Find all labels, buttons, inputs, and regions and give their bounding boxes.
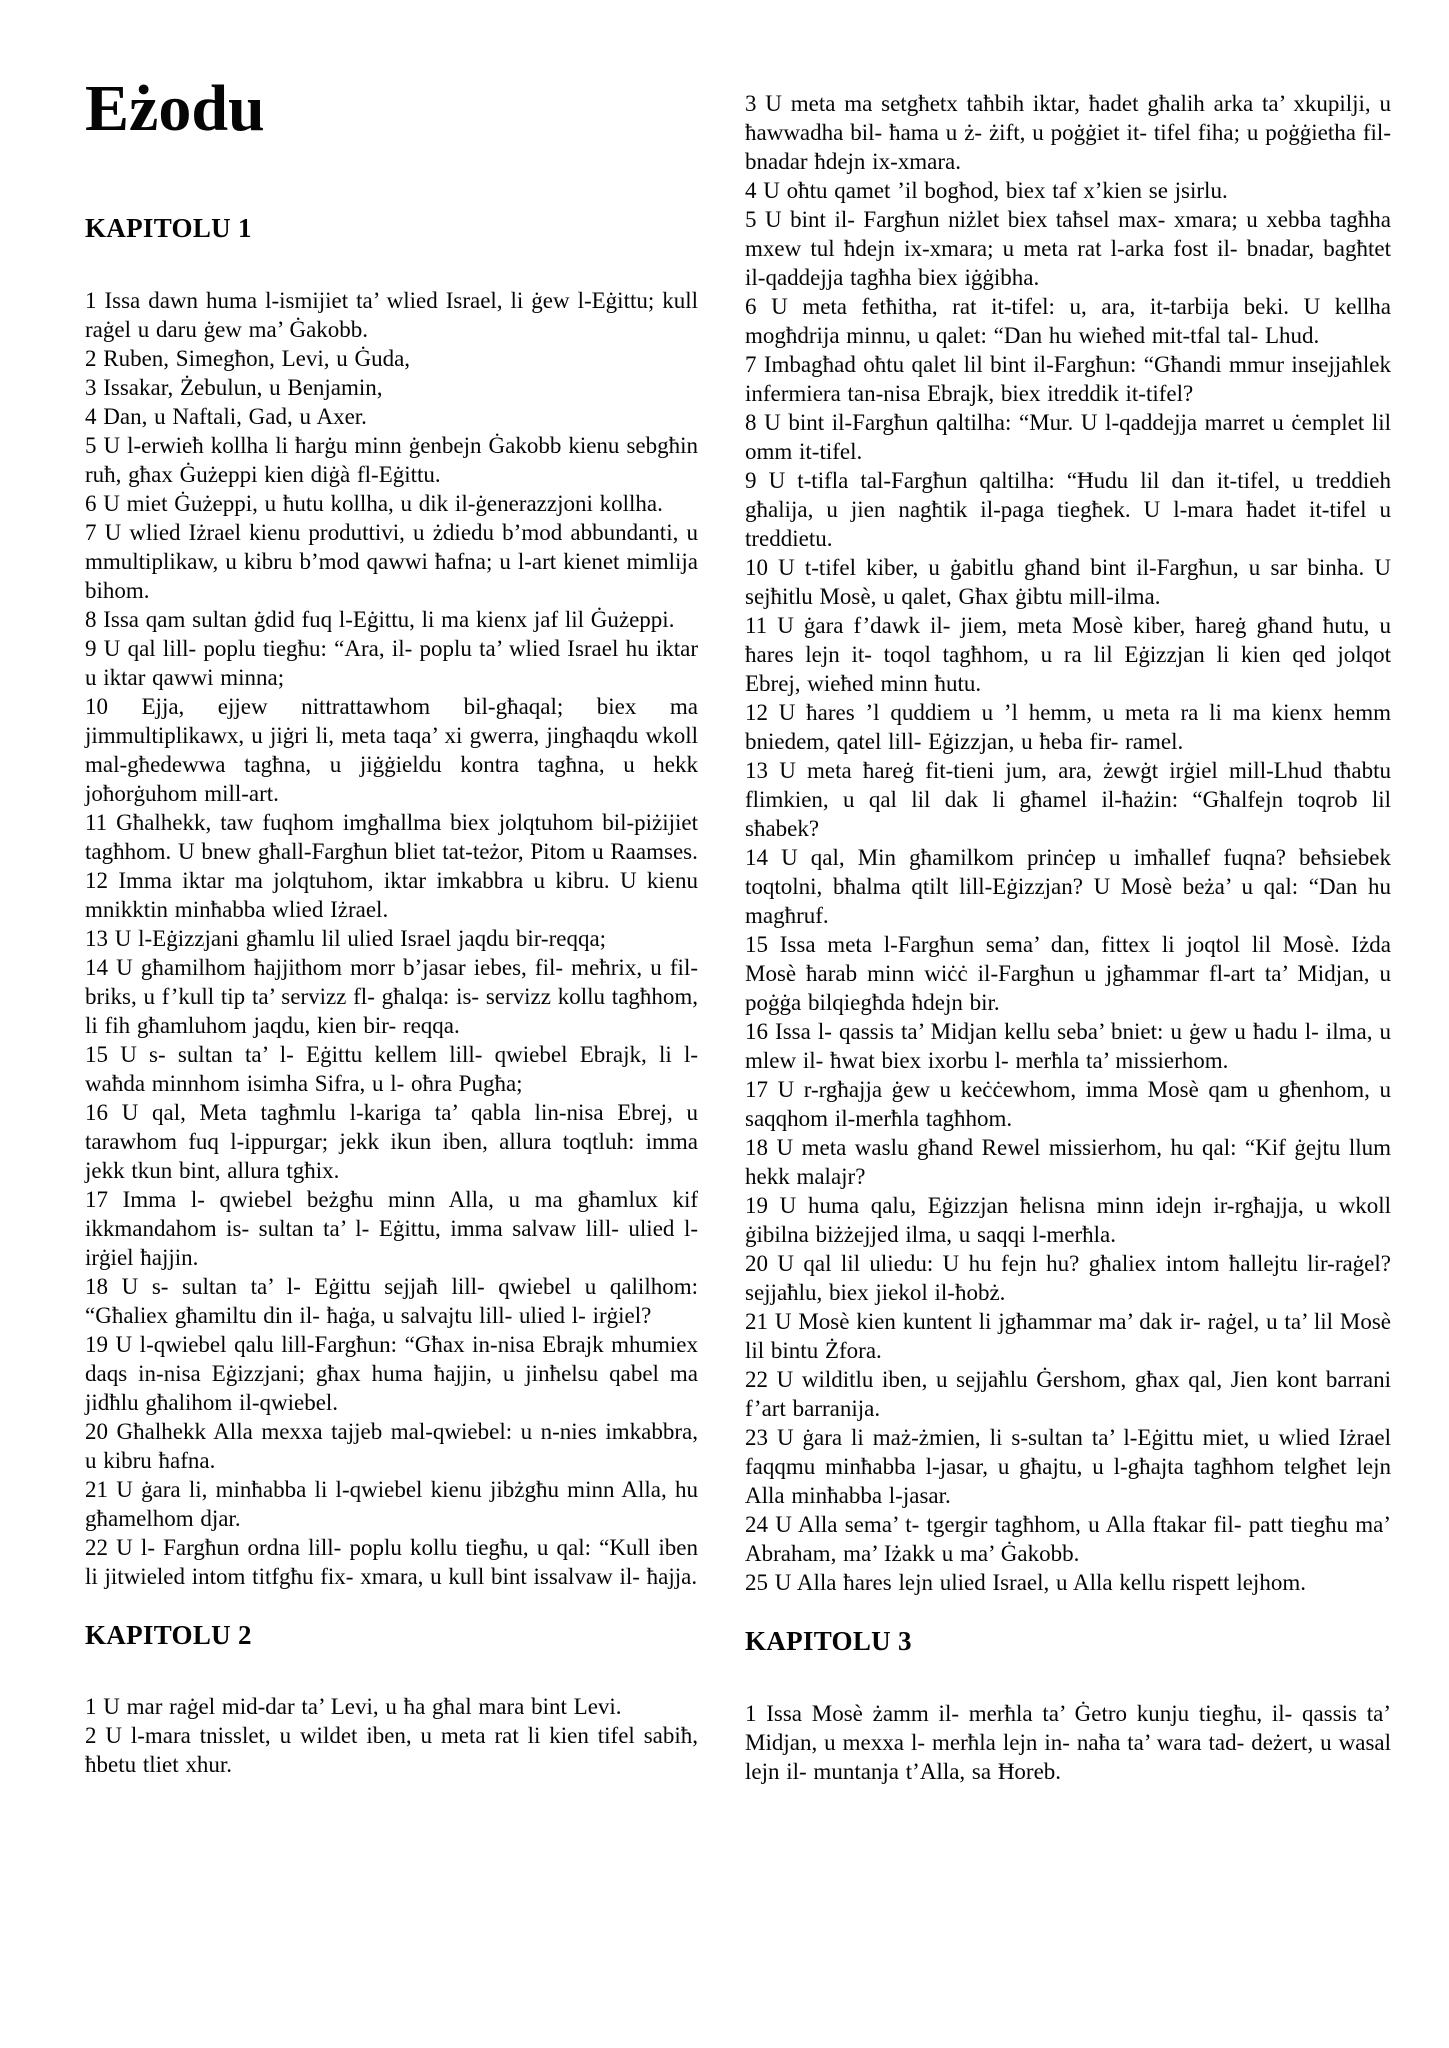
verse: 1 U mar raġel mid-dar ta’ Levi, u ħa għal mara bint Levi. bbox=[85, 1694, 622, 1720]
column-left-flow bbox=[85, 214, 698, 1779]
verse: 20 Għalhekk Alla mexxa tajjeb mal-qwiebel: u n-nies imkabbra, u kibru ħafna. bbox=[85, 1418, 698, 1473]
verse: 13 U l-Eġizzjani għamlu lil ulied Israel jaqdu bir-reqqa; bbox=[85, 925, 607, 951]
verse: 8 U bint il-Fargħun qaltilha: “Mur. U l-qaddejja marret u ċemplet lil omm it-tifel. bbox=[745, 410, 1391, 464]
verse: 2 Ruben, Simegħon, Levi, u Ġuda, bbox=[85, 345, 411, 371]
verse: 11 U ġara f’dawk il- jiem, meta Mosè kiber, ħareġ għand ħutu, u ħares lejn it- toqol tagħhom, u ra lil Eġizzjan li kien qed jolqot Ebrej, wieħed minn ħutu. bbox=[745, 613, 1391, 696]
verse: 4 U oħtu qamet ’il bogħod, biex taf x’kien se jsirlu. bbox=[745, 178, 1228, 203]
verse: 6 U miet Ġużeppi, u ħutu kollha, u dik il-ġenerazzjoni kollha. bbox=[85, 490, 663, 516]
verse: 21 U ġara li, minħabba li l-qwiebel kienu jibżgħu minn Alla, hu għamelhom djar. bbox=[85, 1476, 698, 1531]
verse: 20 U qal lil uliedu: U hu fejn hu? għaliex intom ħallejtu lir-raġel? sejjaħlu, biex jiekol il-ħobż. bbox=[745, 1251, 1391, 1305]
verse: 19 U l-qwiebel qalu lill-Fargħun: “Għax in-nisa Ebrajk mhumiex daqs in-nisa Eġizzjani; għax huma ħajjin, u jinħelsu qabel ma jidħlu għalihom il-qwiebel. bbox=[85, 1331, 698, 1415]
verse: 22 U wilditlu iben, u sejjaħlu Ġershom, għax qal, Jien kont barrani f’art barranija. bbox=[745, 1367, 1391, 1421]
verse: 16 Issa l- qassis ta’ Midjan kellu seba’ bniet: u ġew u ħadu l- ilma, u mlew il- ħwat biex ixorbu l- merħla ta’ missierhom. bbox=[745, 1019, 1391, 1073]
verse: 13 U meta ħareġ fit-tieni jum, ara, żewġt irġiel mill-Lhud tħabtu flimkien, u qal lil dak li għamel il-ħażin: “Għalfejn toqrob lil sħabek? bbox=[745, 758, 1391, 841]
chapter-heading: KAPITOLU 2 bbox=[85, 1619, 252, 1650]
column-right bbox=[745, 76, 1391, 2048]
verse: 14 U qal, Min għamilkom prinċep u imħallef fuqna? beħsiebek toqtolni, bħalma qtilt lill-Eġizzjan? U Mosè beża’ u qal: “Dan hu magħruf. bbox=[745, 845, 1391, 928]
chapter-heading: KAPITOLU 1 bbox=[85, 213, 252, 243]
verse: 8 Issa qam sultan ġdid fuq l-Eġittu, li ma kienx jaf lil Ġużeppi. bbox=[85, 606, 675, 632]
verse: 2 U l-mara tnisslet, u wildet iben, u meta rat li kien tifel sabiħ, ħbetu tliet xhur. bbox=[85, 1723, 698, 1778]
verse: 18 U s- sultan ta’ l- Eġittu sejjaħ lill- qwiebel u qalilhom: “Għaliex għamiltu din il- ħaġa, u salvajtu lill- ulied l- irġiel? bbox=[85, 1273, 698, 1328]
verse: 7 Imbagħad oħtu qalet lil bint il-Fargħun: “Għandi mmur insejjaħlek infermiera tan-nisa Ebrajk, biex itreddik it-tifel? bbox=[745, 352, 1391, 406]
verse: 11 Għalhekk, taw fuqhom imgħallma biex jolqtuhom bil-piżijiet tagħhom. U bnew għall-Fargħun bliet tat-teżor, Pitom u Raamses. bbox=[85, 809, 698, 864]
verse: 14 U għamilhom ħajjithom morr b’jasar iebes, fil- meħrix, u fil- briks, u f’kull tip ta’ servizz fl- għalqa: is- servizz kollu tagħhom, li fih għamluhom jaqdu, kien bir- reqqa. bbox=[85, 954, 698, 1038]
verse: 17 U r-rgħajja ġew u keċċewhom, imma Mosè qam u għenhom, u saqqhom il-merħla tagħhom. bbox=[745, 1077, 1391, 1131]
verse: 22 U l- Fargħun ordna lill- poplu kollu tiegħu, u qal: “Kull iben li jitwieled intom titfgħu fix- xmara, u kull bint issalvaw il- ħajja. bbox=[85, 1534, 698, 1589]
verse: 7 U wlied Iżrael kienu produttivi, u żdiedu b’mod abbundanti, u mmultiplikaw, u kibru b’mod qawwi ħafna; u l-art kienet mimlija bihom. bbox=[85, 519, 698, 603]
verse: 12 Imma iktar ma jolqtuhom, iktar imkabbra u kibru. U kienu mnikktin minħabba wlied Iżrael. bbox=[85, 867, 698, 922]
verse: 19 U huma qalu, Eġizzjan ħelisna minn idejn ir-rgħajja, u wkoll ġibilna biżżejjed ilma, u saqqi l-merħla. bbox=[745, 1193, 1391, 1247]
verse: 4 Dan, u Naftali, Gad, u Axer. bbox=[85, 403, 367, 429]
verse: 15 Issa meta l-Fargħun sema’ dan, fittex li joqtol lil Mosè. Iżda Mosè ħarab minn wiċċ il-Fargħun u jgħammar fl-art ta’ Midjan, u poġġa bilqiegħda ħdejn bir. bbox=[745, 932, 1391, 1015]
verse: 5 U l-erwieħ kollha li ħarġu minn ġenbejn Ġakobb kienu sebgħin ruħ, għax Ġużeppi kien diġà fl-Eġittu. bbox=[85, 432, 698, 487]
verse: 10 U t-tifel kiber, u ġabitlu għand bint il-Fargħun, u sar binha. U sejħitlu Mosè, u qalet, Għax ġibtu mill-ilma. bbox=[745, 555, 1391, 609]
chapter-heading: KAPITOLU 3 bbox=[745, 1626, 912, 1656]
verse: 24 U Alla sema’ t- tgergir tagħhom, u Alla ftakar fil- patt tiegħu ma’ Abraham, ma’ Iżakk u ma’ Ġakobb. bbox=[745, 1512, 1391, 1566]
column-left bbox=[85, 72, 698, 2048]
verse: 10 Ejja, ejjew nittrattawhom bil-għaqal; biex ma jimmultiplikawx, u jiġri li, meta taqa’ xi gwerra, jingħaqdu wkoll mal-għedewwa tagħna, u jiġġieldu kontra tagħna, u hekk joħorġuhom mill-art. bbox=[85, 693, 698, 806]
verse: 3 Issakar, Żebulun, u Benjamin, bbox=[85, 374, 383, 400]
verse: 1 Issa dawn huma l-ismijiet ta’ wlied Israel, li ġew l-Eġittu; kull raġel u daru ġew ma’ Ġakobb. bbox=[85, 287, 698, 342]
verse: 16 U qal, Meta tagħmlu l-kariga ta’ qabla lin-nisa Ebrej, u tarawhom fuq l-ippurgar; jekk ikun iben, allura toqtluh: imma jekk tkun bint, allura tgħix. bbox=[85, 1099, 698, 1183]
verse: 9 U t-tifla tal-Fargħun qaltilha: “Ħudu lil dan it-tifel, u treddieh għalija, u jien nagħtik il-paga tiegħek. U l-mara ħadet it-tifel u treddietu. bbox=[745, 468, 1391, 551]
verse: 3 U meta ma setgħetx taħbih iktar, ħadet għalih arka ta’ xkupilji, u ħawwadha bil- ħama u ż- żift, u poġġiet it- tifel fiha; u poġġietha fil-bnadar ħdejn ix-xmara. bbox=[745, 91, 1391, 174]
verse: 21 U Mosè kien kuntent li jgħammar ma’ dak ir- raġel, u ta’ lil Mosè lil bintu Żfora. bbox=[745, 1309, 1391, 1363]
verse: 1 Issa Mosè żamm il- merħla ta’ Ġetro kunju tiegħu, il- qassis ta’ Midjan, u mexxa l- merħla lejn in- naħa ta’ wara tad- deżert, u wasal lejn il- muntanja t’Alla, sa Ħoreb. bbox=[745, 1700, 1391, 1784]
verse: 15 U s- sultan ta’ l- Eġittu kellem lill- qwiebel Ebrajk, li l- waħda minnhom isimha Sifra, u l- oħra Pugħa; bbox=[85, 1041, 698, 1096]
verse: 5 U bint il- Fargħun niżlet biex taħsel max- xmara; u xebba tagħha mxew tul ħdejn ix-xmara; u meta rat l-arka fost il- bnadar, bagħtet il-qaddejja tagħha biex iġġibha. bbox=[745, 207, 1391, 290]
column-right-flow bbox=[745, 89, 1391, 1786]
verse: 6 U meta fetħitha, rat it-tifel: u, ara, it-tarbija beki. U kellha mogħdrija minnu, u qalet: “Dan hu wieħed mit-tfal tal- Lhud. bbox=[745, 294, 1391, 348]
verse: 9 U qal lill- poplu tiegħu: “Ara, il- poplu ta’ wlied Israel hu iktar u iktar qawwi minna; bbox=[85, 635, 698, 690]
verse: 25 U Alla ħares lejn ulied Israel, u Alla kellu rispett lejhom. bbox=[745, 1570, 1306, 1595]
verse: 12 U ħares ’l quddiem u ’l hemm, u meta ra li ma kienx hemm bniedem, qatel lill- Eġizzjan, u ħeba fir- ramel. bbox=[745, 700, 1391, 754]
verse: 18 U meta waslu għand Rewel missierhom, hu qal: “Kif ġejtu llum hekk malajr? bbox=[745, 1135, 1391, 1189]
verse: 17 Imma l- qwiebel beżgħu minn Alla, u ma għamlux kif ikkmandahom is- sultan ta’ l- Eġittu, imma salvaw lill- ulied l- irġiel ħajjin. bbox=[85, 1186, 698, 1270]
verse: 23 U ġara li maż-żmien, li s-sultan ta’ l-Eġittu miet, u wlied Iżrael faqqmu minħabba l-jasar, u għajtu, u l-għajta tagħhom telgħet lejn Alla minħabba l-jasar. bbox=[745, 1425, 1391, 1508]
book-title: Eżodu bbox=[85, 72, 265, 145]
